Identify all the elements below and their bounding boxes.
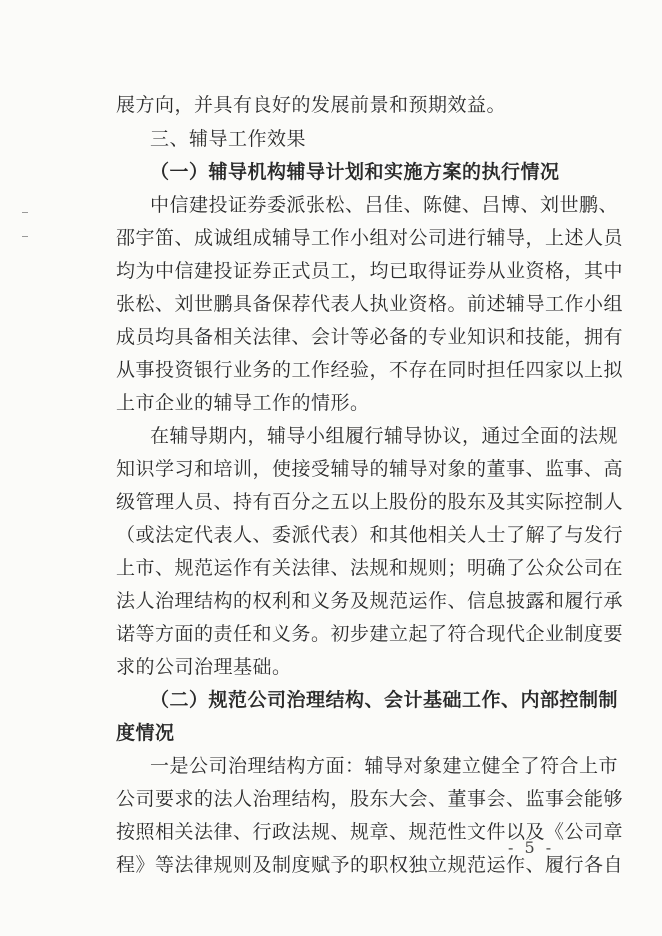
scan-mark [22,212,28,213]
section-heading: 三、辅导工作效果 [150,128,307,150]
page-number: - 5 - [508,838,555,857]
body-line: 法人治理结构的权利和义务及规范运作、信息披露和履行承 [116,590,624,612]
body-line: 张松、刘世鹏具备保荐代表人执业资格。前述辅导工作小组 [116,293,624,315]
body-line: 从事投资银行业务的工作经验，不存在同时担任四家以上拟 [116,359,624,381]
body-line: 成员均具备相关法律、会计等必备的专业知识和技能，拥有 [116,326,624,348]
body-line: 上市、规范运作有关法律、法规和规则；明确了公众公司在 [116,557,624,579]
body-line: 知识学习和培训，使接受辅导的辅导对象的董事、监事、高 [116,458,624,480]
subsection-heading: （二）规范公司治理结构、会计基础工作、内部控制制 [150,689,619,711]
body-line: 按照相关法律、行政法规、规章、规范性文件以及《公司章 [116,821,624,843]
body-line: 程》等法律规则及制度赋予的职权独立规范运作、履行各自 [116,854,624,876]
body-line: 上市企业的辅导工作的情形。 [116,392,370,414]
subsection-heading-cont: 度情况 [116,722,175,744]
body-line: 中信建投证券委派张松、吕佳、陈健、吕博、刘世鹏、 [150,194,619,216]
body-line: 一是公司治理结构方面：辅导对象建立健全了符合上市 [150,755,619,777]
body-line: 级管理人员、持有百分之五以上股份的股东及其实际控制人 [116,491,624,513]
body-line: 公司要求的法人治理结构，股东大会、董事会、监事会能够 [116,788,624,810]
body-line: 在辅导期内，辅导小组履行辅导协议，通过全面的法规 [150,425,619,447]
scan-mark [22,236,28,237]
body-line: 均为中信建投证券正式员工，均已取得证券从业资格，其中 [116,260,624,282]
body-line: 展方向，并具有良好的发展前景和预期效益。 [116,94,507,116]
subsection-heading: （一）辅导机构辅导计划和实施方案的执行情况 [150,161,560,183]
body-line: 求的公司治理基础。 [116,656,292,678]
body-line: 邵宇笛、成诚组成辅导工作小组对公司进行辅导，上述人员 [116,227,624,249]
body-line: 诺等方面的责任和义务。初步建立起了符合现代企业制度要 [116,623,624,645]
body-line: （或法定代表人、委派代表）和其他相关人士了解了与发行 [116,524,624,546]
